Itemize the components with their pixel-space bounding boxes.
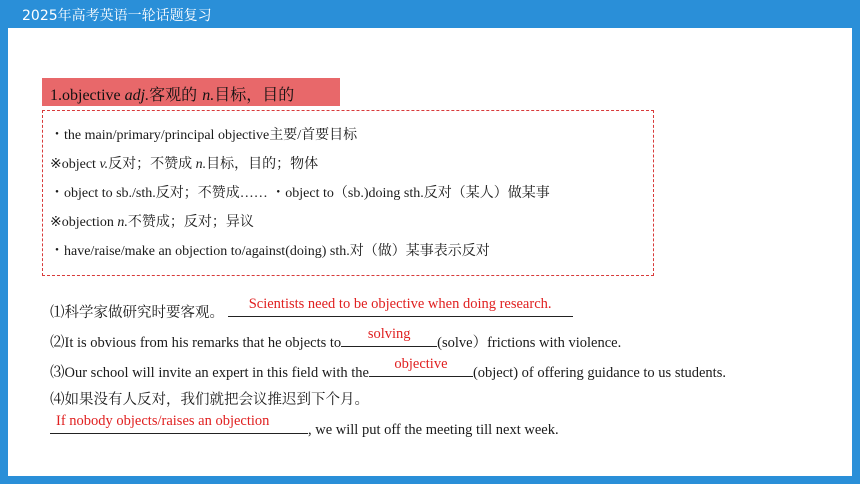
heading-adj-meaning: 客观的 (149, 85, 203, 104)
exercise-4 (50, 413, 559, 439)
exercise-2 (50, 326, 622, 352)
note-line-5: ・have/raise/make an objection to/against(doing) sth.对（做）某事表示反对 (50, 244, 490, 259)
note-line-2: ※object v.反对；不赞成 n.目标，目的；物体 (50, 157, 319, 172)
course-title: 2025年高考英语一轮话题复习 (22, 8, 212, 24)
word-heading (42, 78, 340, 106)
exercise-3 (50, 356, 726, 382)
exercise-1-prompt: ⑴科学家做研究时要客观。 (50, 305, 224, 321)
exercise-3-suffix: (object) of offering guidance to us students. (472, 365, 726, 381)
heading-pos-adj: adj. (124, 87, 150, 104)
exercise-4-suffix: , we will put off the meeting till next week. (308, 422, 559, 438)
exercise-1-answer: Scientists need to be objective when doing research. (248, 296, 552, 312)
exercise-2-blank[interactable] (341, 326, 437, 347)
exercise-1 (50, 296, 573, 322)
exercise-1-blank[interactable] (228, 296, 573, 317)
heading-word: 1.objective (50, 87, 125, 104)
exercise-2-prompt: ⑵It is obvious from his remarks that he objects to (50, 335, 342, 351)
note-line-3: ・object to sb./sth.反对；不赞成…… ・object to（sb.)doing sth.反对（某人）做某事 (50, 186, 550, 201)
exercise-4-answer: If nobody objects/raises an objection (56, 413, 270, 429)
exercise-2-suffix: (solve）frictions with violence. (437, 335, 622, 351)
exercise-3-answer: objective (394, 356, 448, 372)
exercise-3-blank[interactable] (369, 356, 473, 377)
exercise-3-prompt: ⑶Our school will invite an expert in this field with the (50, 365, 369, 381)
heading-n-meaning: 目标，目的 (214, 85, 295, 104)
top-bar (0, 0, 860, 28)
exercise-4-prompt: ⑷如果没有人反对，我们就把会议推迟到下个月。 (50, 392, 369, 408)
note-line-4: ※objection n.不赞成；反对；异议 (50, 215, 254, 230)
heading-pos-n: n. (202, 87, 215, 104)
exercise-4-blank[interactable] (50, 413, 308, 434)
note-line-1: ・the main/primary/principal objective主要/首要目标 (50, 128, 358, 143)
exercise-2-answer: solving (367, 326, 411, 342)
